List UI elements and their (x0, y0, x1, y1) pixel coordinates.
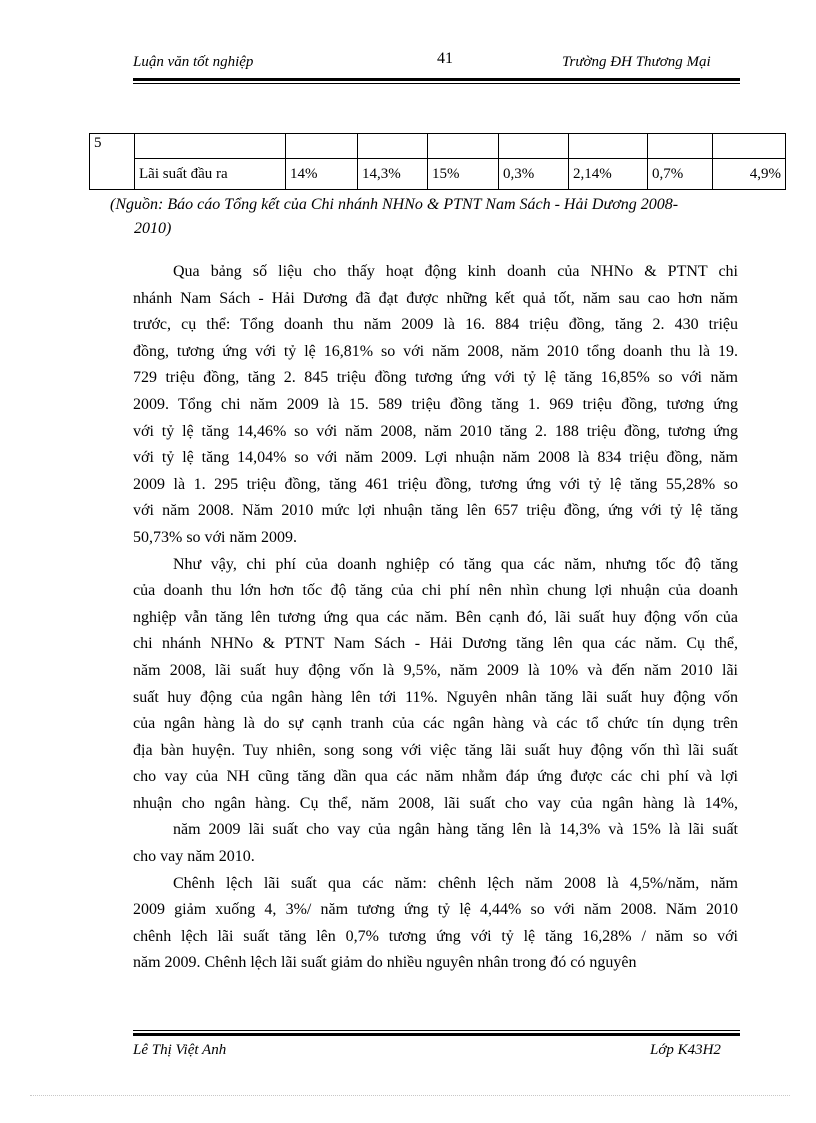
table-cell (569, 134, 648, 159)
table-cell (135, 134, 286, 159)
text-line: nhuận cho ngân hàng. Cụ thể, năm 2008, lãi suất cho vay của ngân hàng là 14%, (133, 794, 738, 812)
text-line: với năm 2008. Năm 2010 mức lợi nhuận tăng lên 657 triệu đồng, ứng với tỷ lệ tăng (133, 502, 738, 520)
source-note (110, 193, 775, 241)
text-line: 2009 giảm xuống 4, 3%/ năm tương ứng tỷ lệ 4,44% so với năm 2008. Năm 2010 (133, 901, 738, 919)
text-line: năm 2009 lãi suất cho vay của ngân hàng tăng lên là 14,3% và 15% là lãi suất (173, 821, 738, 839)
text-line: năm 2008, lãi suất huy động vốn là 9,5%, năm 2009 là 10% và đến năm 2010 lãi (133, 661, 738, 679)
text-line: 2009 là 1. 295 triệu đồng, tăng 461 triệu đồng, tương ứng với tỷ lệ tăng 55,28% so (133, 475, 738, 493)
table-cell-value: 14,3% (358, 159, 428, 190)
text-line: 729 triệu đồng, tăng 2. 845 triệu đồng tương ứng với tỷ lệ tăng 16,85% so với năm (133, 369, 738, 387)
text-line: cho vay năm 2010. (133, 848, 255, 866)
table-cell-label: Lãi suất đầu ra (135, 159, 286, 190)
text-line: Qua bảng số liệu cho thấy hoạt động kinh doanh của NHNo & PTNT chi (173, 263, 738, 280)
page-number: 41 (437, 50, 453, 67)
text-line: của ngân hàng là do sự cạnh tranh của các ngân hàng và các tổ chức tín dụng trên (133, 715, 738, 733)
text-line: trước, cụ thể: Tổng doanh thu năm 2009 là 16. 884 triệu đồng, tăng 2. 430 triệu (133, 316, 738, 334)
body-text (133, 259, 738, 977)
table-cell-value: 15% (428, 159, 499, 190)
table-cell (648, 134, 713, 159)
table-cell-value: 2,14% (569, 159, 648, 190)
page-bottom-dotted-line (30, 1095, 790, 1096)
header-university: Trường ĐH Thương Mại (562, 54, 711, 70)
table-cell (713, 134, 786, 159)
text-line: suất huy động của ngân hàng lên tới 11%. Nguyên nhân tăng lãi suất huy động vốn (133, 688, 738, 706)
table-cell-value: 0,3% (499, 159, 569, 190)
text-line: nghiệp vẫn tăng lên tương ứng qua các năm. Bên cạnh đó, lãi suất huy động vốn của (133, 608, 738, 626)
table-cell (499, 134, 569, 159)
text-line: chênh lệch lãi suất tăng lên 0,7% tương ứng với tỷ lệ tăng 16,28% / năm so với (133, 927, 738, 945)
table-row (90, 134, 786, 159)
text-line: chi nhánh NHNo & PTNT Nam Sách - Hải Dương tăng lên qua các năm. Cụ thể, (133, 635, 738, 653)
footer-class: Lớp K43H2 (650, 1042, 721, 1058)
table-cell-value: 0,7% (648, 159, 713, 190)
text-line: với tỷ lệ tăng 14,04% so với năm 2009. Lợi nhuận năm 2008 là 834 triệu đồng, năm (133, 449, 738, 467)
table-cell-value: 4,9% (713, 159, 786, 190)
table-cell (286, 134, 358, 159)
text-line: đồng, tương ứng với tỷ lệ 16,81% so với năm 2008, năm 2010 tổng doanh thu là 19. (133, 342, 738, 360)
header-rule (133, 78, 740, 84)
text-line: của doanh thu lớn hơn tốc độ tăng của chi phí nên nhìn chung lợi nhuận của doanh (133, 582, 738, 600)
table-cell (358, 134, 428, 159)
text-line: địa bàn huyện. Tuy nhiên, song song với việc tăng lãi suất huy động vốn thì lãi suất (133, 741, 738, 759)
footer-author: Lê Thị Việt Anh (133, 1042, 227, 1058)
text-line: năm 2009. Chênh lệch lãi suất giảm do nhiều nguyên nhân trong đó có nguyên (133, 954, 637, 972)
text-line: Chênh lệch lãi suất qua các năm: chênh lệch năm 2008 là 4,5%/năm, năm (173, 874, 738, 892)
text-line: cho vay của NH cũng tăng dần qua các năm nhằm đáp ứng được các chi phí và lợi (133, 768, 738, 786)
data-table (89, 133, 786, 190)
table-cell-index: 5 (90, 134, 135, 190)
header-thesis-title: Luận văn tốt nghiệp (133, 54, 254, 70)
text-line: Như vậy, chi phí của doanh nghiệp có tăng qua các năm, nhưng tốc độ tăng (173, 555, 738, 573)
source-line: (Nguồn: Báo cáo Tổng kết của Chi nhánh NHNo & PTNT Nam Sách - Hải Dương 2008- (110, 196, 679, 213)
text-line: 50,73% so với năm 2009. (133, 528, 298, 546)
table-cell (428, 134, 499, 159)
table-row (90, 159, 786, 190)
text-line: với tỷ lệ tăng 14,46% so với năm 2008, năm 2010 tăng 2. 188 triệu đồng, tương ứng (133, 422, 738, 440)
text-line: 2009. Tổng chi năm 2009 là 15. 589 triệu đồng tăng 1. 969 triệu đồng, tương ứng (133, 395, 738, 413)
footer-rule (133, 1030, 740, 1036)
source-line: 2010) (134, 220, 172, 237)
table-cell-value: 14% (286, 159, 358, 190)
text-line: nhánh Nam Sách - Hải Dương đã đạt được những kết quả tốt, năm sau cao hơn năm (133, 289, 738, 307)
